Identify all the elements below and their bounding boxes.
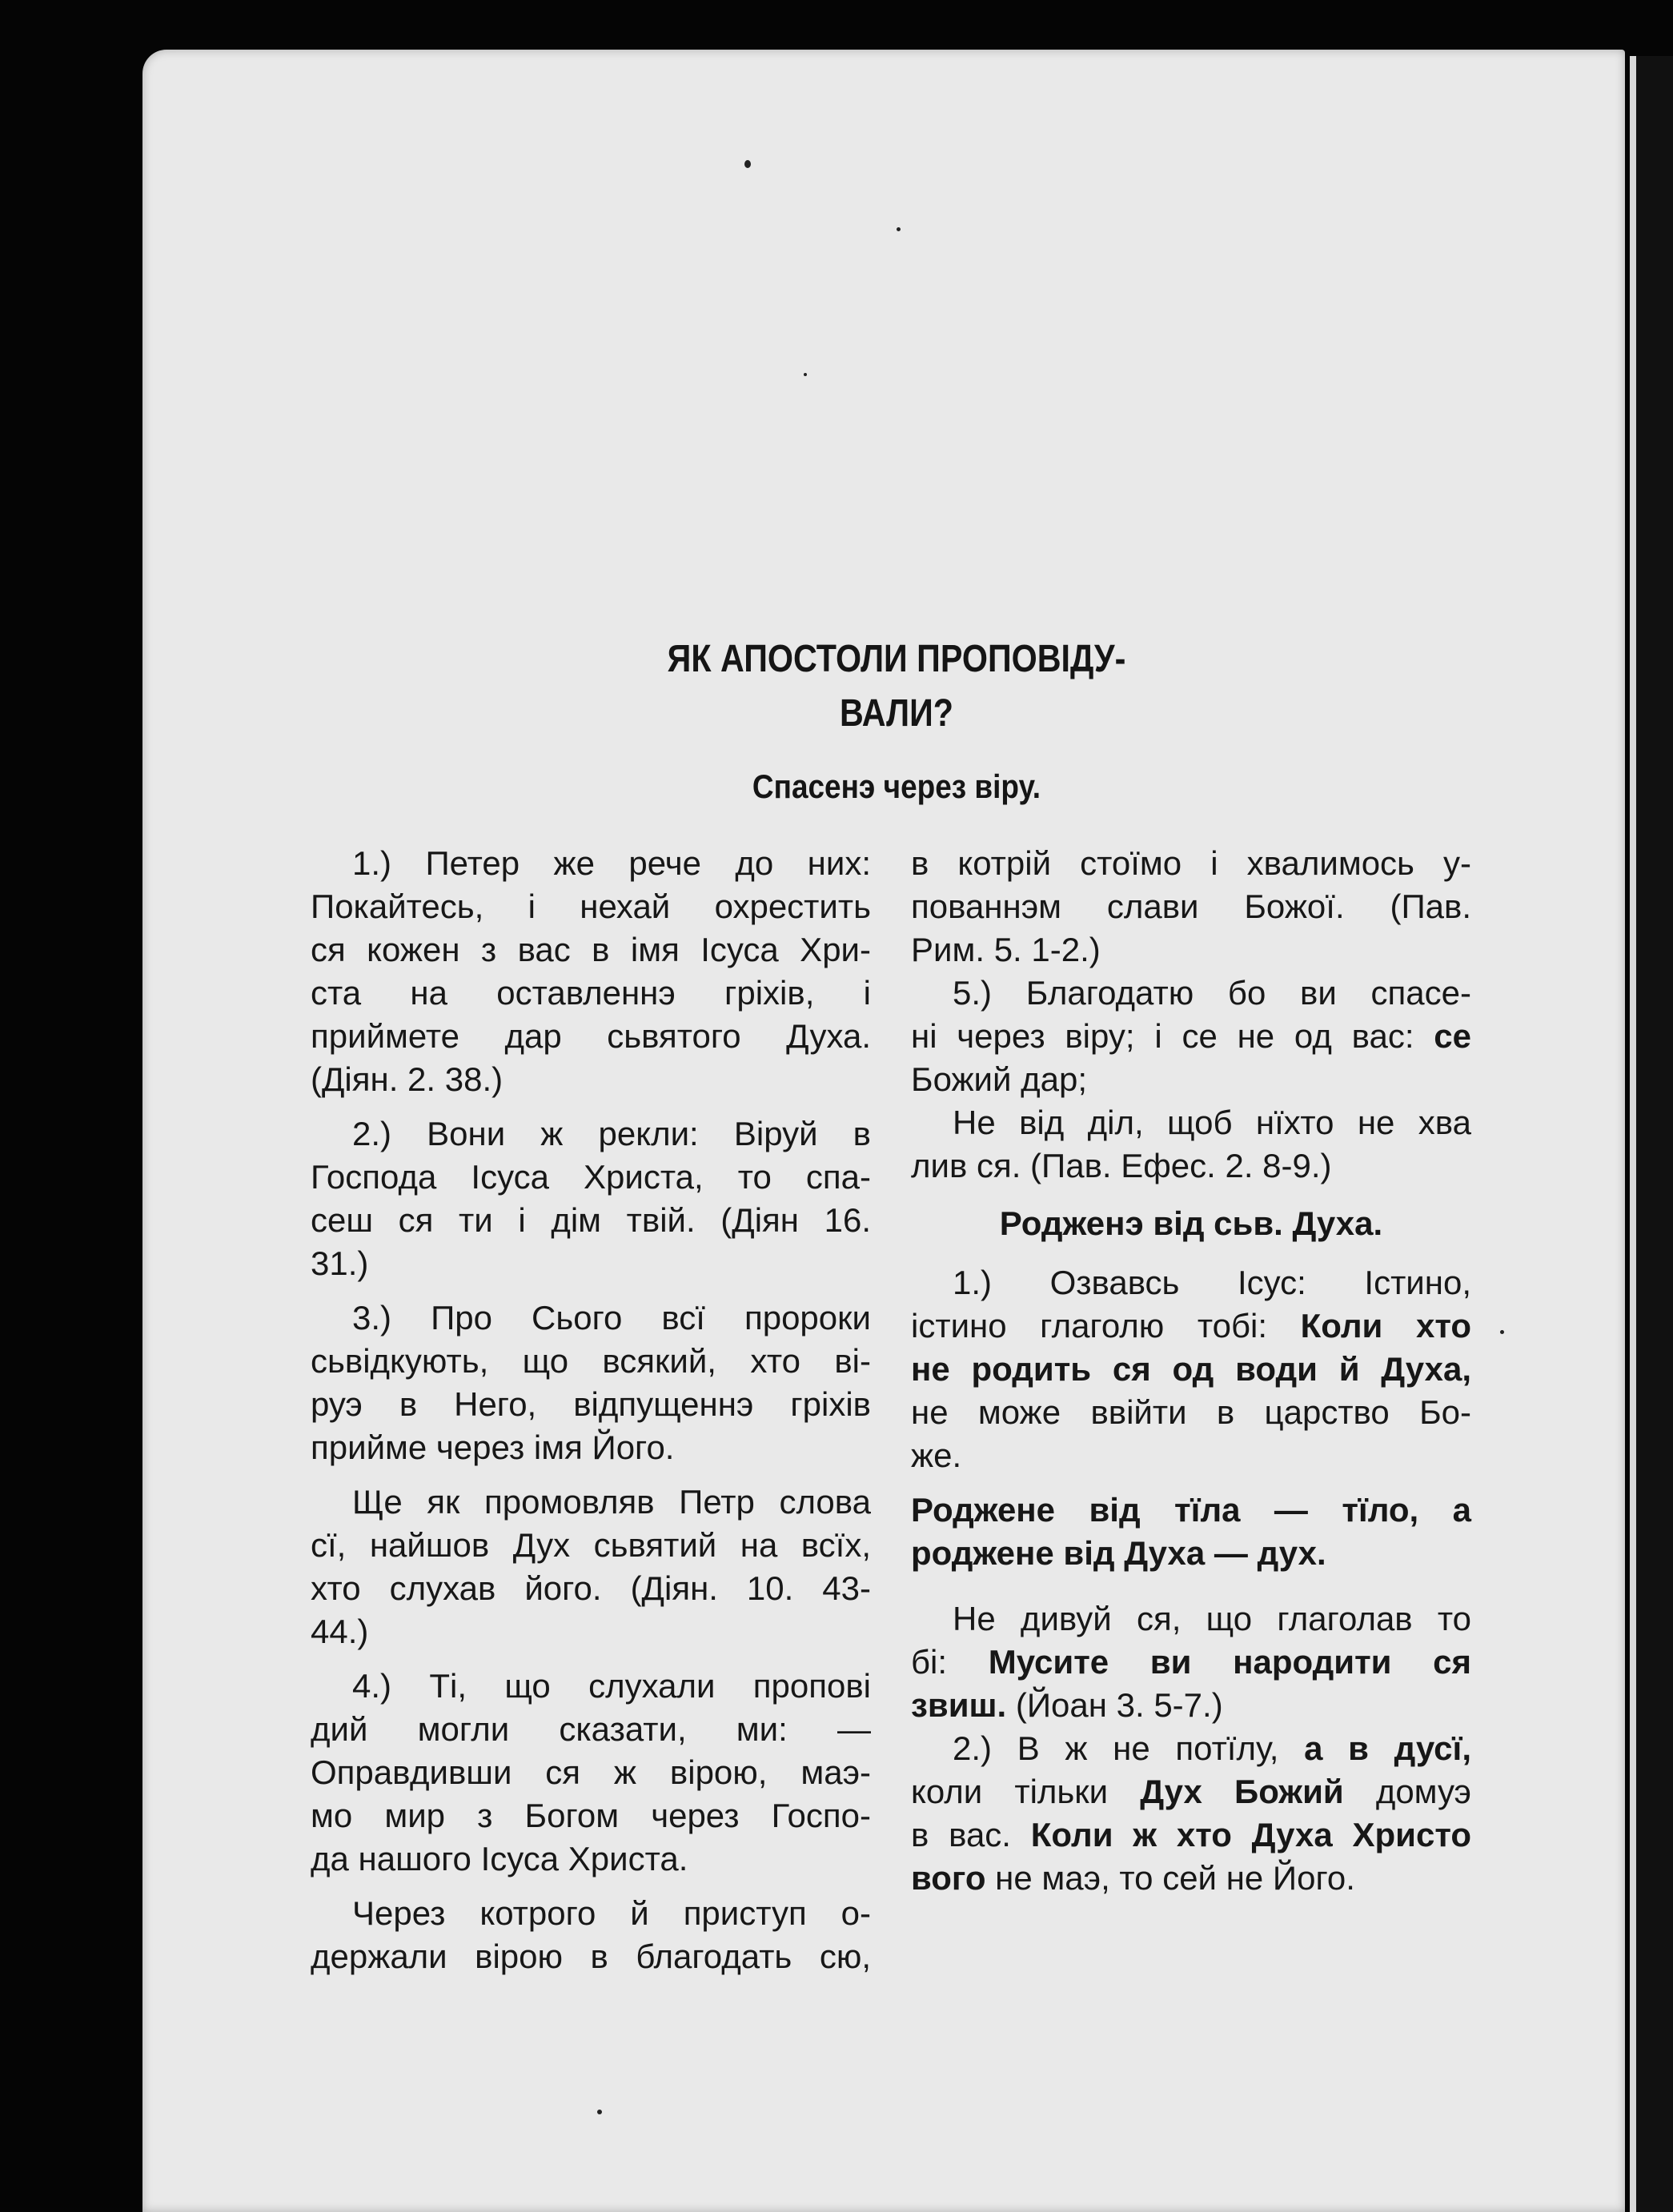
text-line: пованнэм слави Божої. (Пав. <box>911 888 1471 925</box>
text-line: 1.) Петер же рече до них: <box>352 844 871 882</box>
bold-text: а в дусї, <box>1304 1729 1472 1767</box>
paragraph-gap <box>311 1101 871 1112</box>
text-line: Ще як промовляв Петр слова <box>352 1483 871 1521</box>
left-column <box>311 842 871 1978</box>
text-line <box>911 1532 1471 1575</box>
text-line: в котрій стоїмо і хвалимось у- <box>911 844 1471 882</box>
bold-text: се <box>1434 1017 1471 1055</box>
text-line: 31.) <box>311 1244 369 1282</box>
page-title <box>566 632 1227 741</box>
text-line: хто слухав його. (Діян. 10. 43- <box>311 1569 871 1607</box>
text-line <box>911 1684 1471 1727</box>
text-line: Не дивуй ся, що глаголав то <box>953 1600 1471 1637</box>
title-line-2: ВАЛИ? <box>840 692 953 735</box>
text-run: домуэ <box>1343 1773 1471 1810</box>
section-heading: Спасенэ через віру. <box>752 767 1041 805</box>
ink-speck <box>1500 1330 1504 1334</box>
scan-border <box>1636 56 1673 2212</box>
text-line: Не від діл, щоб нїхто не хва <box>953 1104 1471 1141</box>
text-line <box>911 1641 1471 1684</box>
ink-speck <box>597 2110 602 2114</box>
text-line: сьвідкують, що всякий, хто ві- <box>311 1342 871 1380</box>
title-line-1: ЯК АПОСТОЛИ ПРОПОВІДУ- <box>667 638 1126 680</box>
text-run: коли тільки <box>911 1773 1141 1810</box>
ink-speck <box>804 373 807 376</box>
paragraph-gap <box>311 1285 871 1296</box>
text-line: держали вірою в благодать сю, <box>311 1938 871 1975</box>
ink-speck <box>744 160 751 168</box>
text-line: 5.) Благодатю бо ви спасе- <box>953 974 1471 1012</box>
text-line: прийме через імя Його. <box>311 1429 675 1466</box>
section-heading: Родженэ від сьв. Духа. <box>999 1204 1383 1242</box>
text-line: не може ввійти в царство Бо- <box>911 1393 1471 1431</box>
text-line: 44.) <box>311 1613 369 1650</box>
text-run: істино глаголю тобі: <box>911 1307 1301 1344</box>
bold-text: Роджене від тїла — тїло, а <box>911 1491 1471 1529</box>
text-line: Божий дар; <box>911 1060 1088 1098</box>
text-line: сеш ся ти і дім твій. (Діян 16. <box>311 1201 871 1239</box>
text-line <box>911 1770 1471 1813</box>
adjacent-page-edge <box>1630 56 1636 2212</box>
text-line <box>911 1489 1471 1532</box>
bold-text: роджене від Духа — дух. <box>911 1534 1326 1572</box>
text-line <box>911 1348 1471 1391</box>
text-line: же. <box>911 1437 962 1474</box>
text-line: Рим. 5. 1-2.) <box>911 931 1101 968</box>
text-line: Через котрого й приступ о- <box>352 1894 871 1932</box>
text-line: 3.) Про Сього всї пророки <box>352 1299 871 1336</box>
text-line: лив ся. (Пав. Ефес. 2. 8-9.) <box>911 1147 1332 1184</box>
text-line: (Діян. 2. 38.) <box>311 1060 504 1098</box>
paragraph-gap <box>311 1469 871 1481</box>
text-line: 1.) Озвавсь Ісус: Істино, <box>953 1264 1471 1301</box>
text-line <box>911 1857 1471 1900</box>
text-line: приймете дар сьвятого Духа. <box>311 1017 871 1055</box>
paragraph-gap <box>311 1653 871 1665</box>
text-line <box>911 1813 1471 1857</box>
text-line: Господа Ісуса Христа, то спа- <box>311 1158 871 1196</box>
text-run: (Йоан 3. 5-7.) <box>1006 1686 1223 1724</box>
text-line: руэ в Него, відпущеннэ гріхів <box>311 1385 871 1423</box>
text-line <box>911 1304 1471 1348</box>
text-line: Оправдивши ся ж вірою, маэ- <box>311 1753 871 1791</box>
text-run: не маэ, то сей не Його. <box>985 1859 1355 1897</box>
bold-text: Коли ж хто Духа Христо <box>1030 1816 1471 1853</box>
text-line <box>911 1727 1471 1770</box>
text-line: да нашого Ісуса Христа. <box>311 1840 688 1877</box>
bold-text: не родить ся од води й Духа, <box>911 1350 1471 1388</box>
text-line: сї, найшов Дух сьвятий на всїх, <box>311 1526 871 1564</box>
paragraph-gap <box>911 1477 1471 1489</box>
text-line: 4.) Ті, що слухали пропові <box>352 1667 871 1705</box>
ink-speck <box>897 227 901 231</box>
text-line: мо мир з Богом через Госпо- <box>311 1797 871 1834</box>
text-run: в вас. <box>911 1816 1031 1853</box>
paragraph-gap <box>911 1575 1471 1586</box>
text-run: 2.) В ж не потїлу, <box>953 1729 1305 1767</box>
text-line: ста на оставленнэ гріхів, і <box>311 974 871 1012</box>
text-run: ні через віру; і се не од вас: <box>911 1017 1434 1055</box>
bold-text: звиш. <box>911 1686 1007 1724</box>
paragraph-gap <box>911 1586 1471 1597</box>
text-line: Покайтесь, і нехай охрестить <box>311 888 871 925</box>
bold-text: Дух Божий <box>1140 1773 1344 1810</box>
text-line <box>911 1015 1471 1058</box>
text-line: дий могли сказати, ми: — <box>311 1710 871 1748</box>
right-column <box>911 842 1471 1900</box>
text-line: 2.) Вони ж рекли: Віруй в <box>352 1115 871 1152</box>
text-line: ся кожен з вас в імя Ісуса Хри- <box>311 931 871 968</box>
paragraph-gap <box>311 1881 871 1892</box>
bold-text: вого <box>911 1859 986 1897</box>
bold-text: Мусите ви народити ся <box>988 1643 1471 1681</box>
bold-text: Коли хто <box>1300 1307 1471 1344</box>
text-run: бі: <box>911 1643 989 1681</box>
